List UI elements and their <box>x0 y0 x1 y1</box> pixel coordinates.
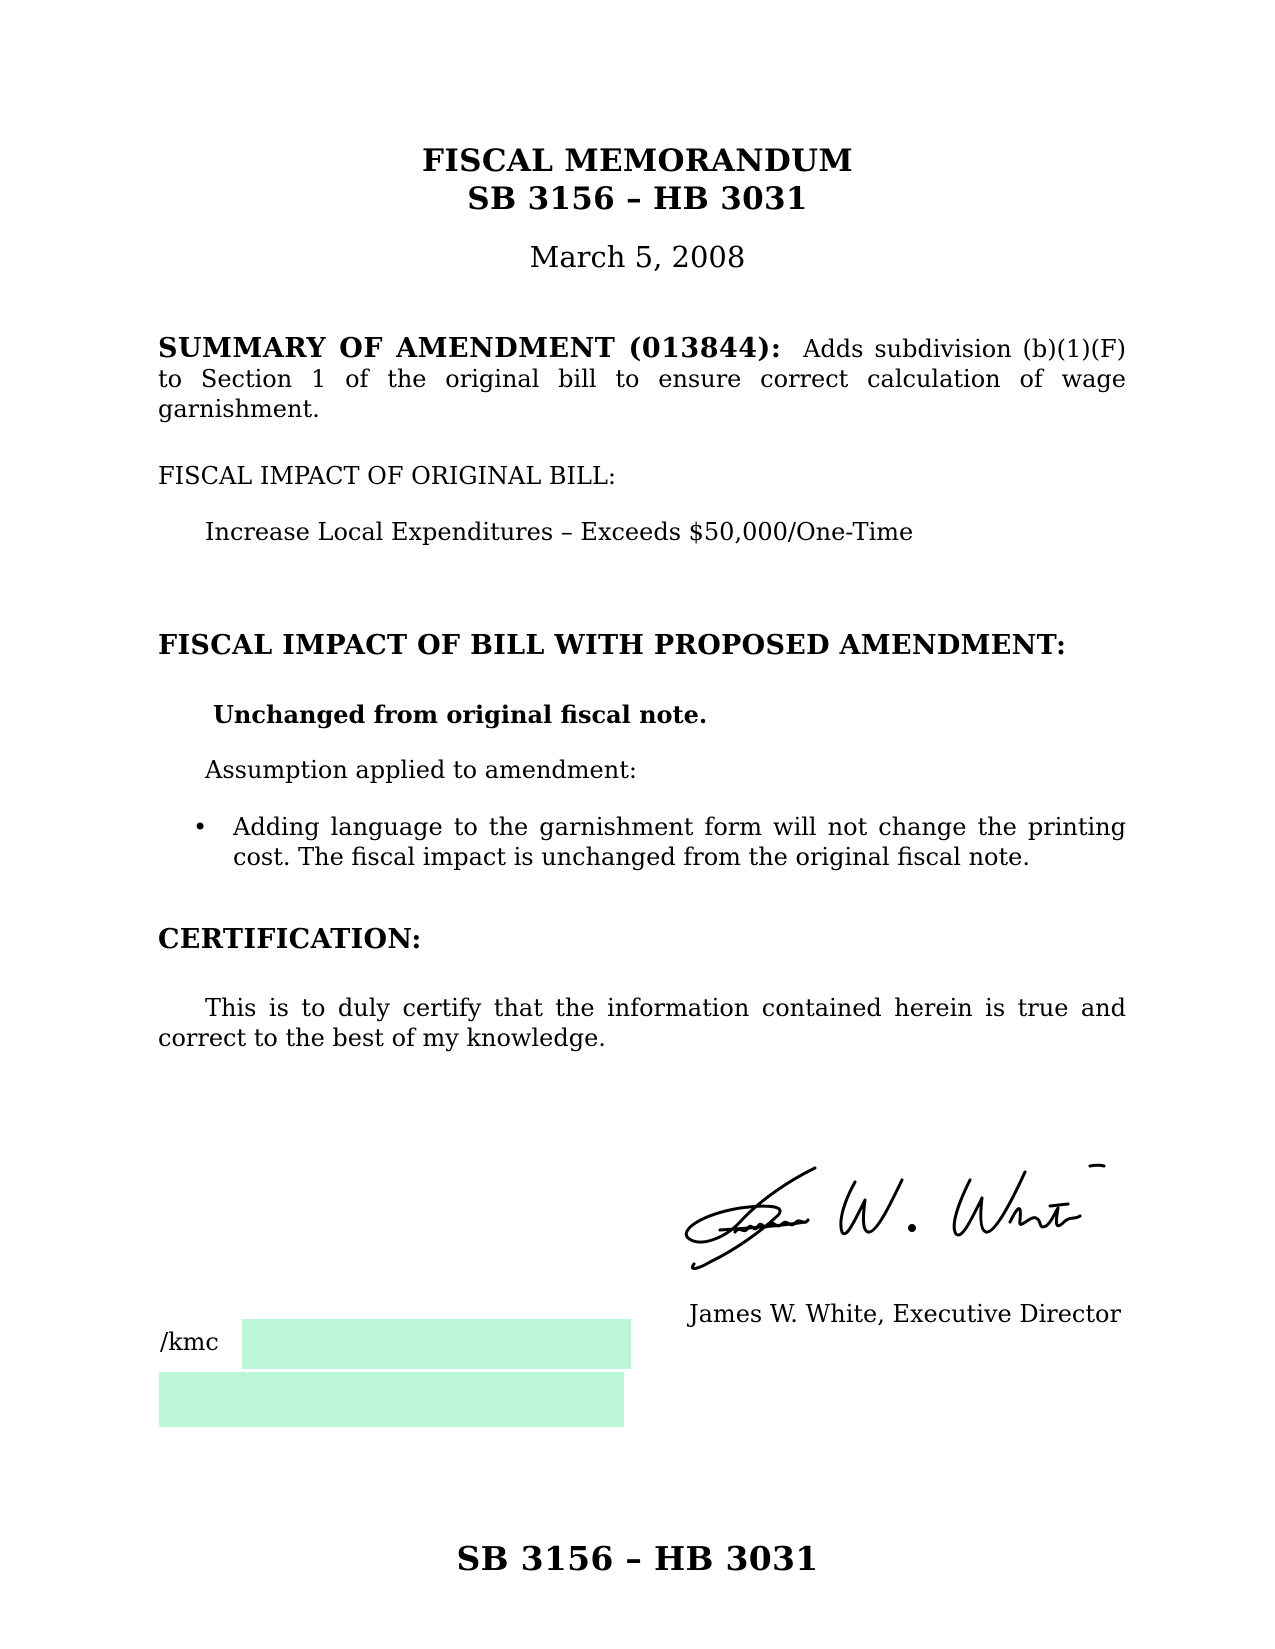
footer-bill-number: SB 3156 – HB 3031 <box>456 1539 819 1578</box>
original-impact-heading: FISCAL IMPACT OF ORIGINAL BILL: <box>158 462 616 490</box>
summary-text: Adds subdivision (b)(1)(F) to Section 1 of the original bill to ensure correct calculation of wage garnishment. <box>158 335 1126 423</box>
bullet-marker: • <box>193 813 208 841</box>
redaction-block <box>159 1372 624 1427</box>
amended-impact-heading: FISCAL IMPACT OF BILL WITH PROPOSED AMENDMENT: <box>158 630 1067 661</box>
memo-date: March 5, 2008 <box>529 240 746 274</box>
original-impact-text: Increase Local Expenditures – Exceeds $50,000/One-Time <box>205 518 914 546</box>
certification-heading: CERTIFICATION: <box>158 924 422 955</box>
signature-image <box>680 1160 1120 1280</box>
assumption-label: Assumption applied to amendment: <box>205 756 637 784</box>
redaction-block <box>242 1319 631 1369</box>
summary-paragraph <box>158 334 1126 424</box>
assumption-bullet: Adding language to the garnishment form will not change the printing cost. The fiscal impact is unchanged from the original fiscal note. <box>233 813 1126 871</box>
amended-impact-result: Unchanged from original fiscal note. <box>213 700 708 729</box>
summary-heading: SUMMARY OF AMENDMENT (013844): <box>158 333 782 364</box>
bill-number-title: SB 3156 – HB 3031 <box>467 181 808 217</box>
memo-title: FISCAL MEMORANDUM <box>422 143 853 179</box>
typist-initials: /kmc <box>160 1328 219 1356</box>
certification-text: This is to duly certify that the information contained herein is true and correct to the best of my knowledge. <box>158 994 1126 1052</box>
signatory-name-title: James W. White, Executive Director <box>689 1300 1121 1328</box>
